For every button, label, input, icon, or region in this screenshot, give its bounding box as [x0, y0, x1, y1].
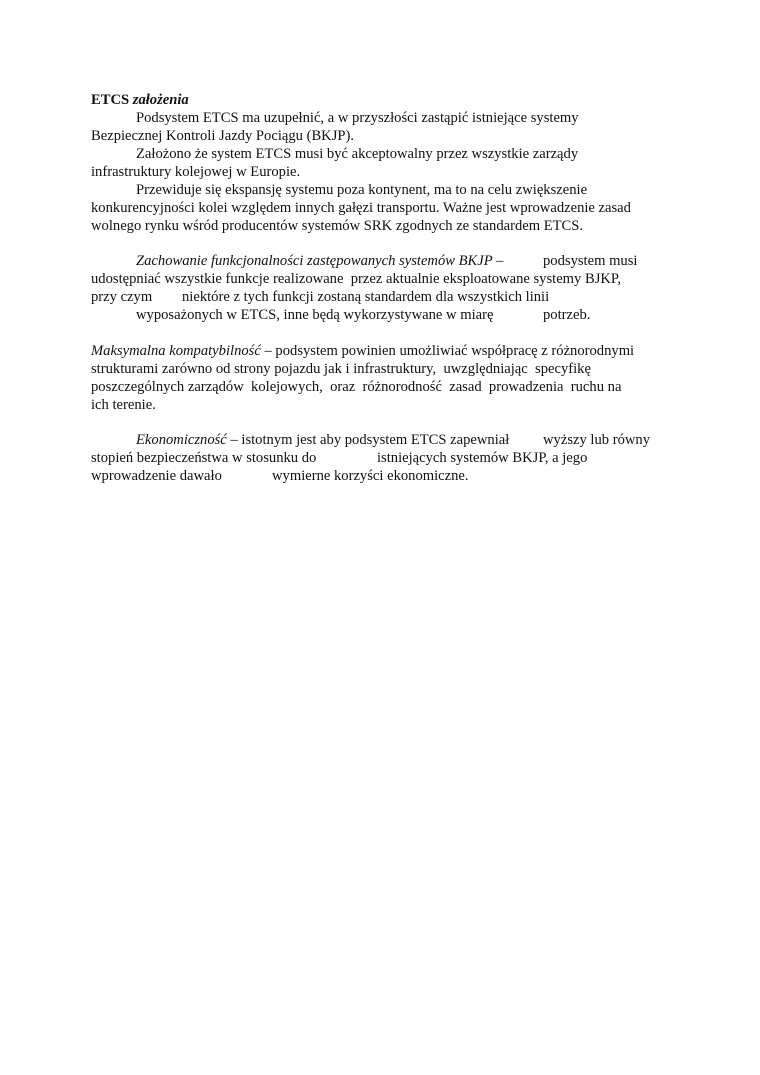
section1-line-3a: przy czym	[91, 289, 153, 305]
section1-line-4a: wyposażonych w ETCS, inne będą wykorzystywane w miarę	[136, 307, 494, 323]
document-heading	[91, 91, 189, 109]
section3-line-1-rest: – istotnym jest aby podsystem ETCS zapewniał	[226, 432, 510, 448]
section2-line-1-rest: – podsystem powinien umożliwiać współpracę z różnorodnymi	[260, 343, 635, 359]
section1-line-4b: potrzeb.	[543, 307, 591, 323]
section2-term: Maksymalna kompatybilność	[91, 343, 261, 359]
intro-line-1: Podsystem ETCS ma uzupełnić, a w przyszłości zastąpić istniejące systemy	[136, 110, 579, 126]
section1-line-3b: niektóre z tych funkcji zostaną standardem dla wszystkich linii	[182, 289, 550, 305]
intro-line-6: konkurencyjności kolei względem innych gałęzi transportu. Ważne jest wprowadzenie zasad	[91, 200, 631, 216]
section1-line-1-rest: podsystem musi	[543, 253, 638, 269]
intro-line-3: Założono że system ETCS musi być akceptowalny przez wszystkie zarządy	[136, 146, 579, 162]
heading-bold: ETCS	[91, 92, 133, 108]
section3-term: Ekonomiczność	[136, 432, 227, 448]
intro-line-5: Przewiduje się ekspansję systemu poza kontynent, ma to na celu zwiększenie	[136, 182, 588, 198]
section3-line-1	[136, 431, 509, 449]
section2-line-1	[91, 342, 634, 360]
heading-bold-italic: założenia	[132, 92, 189, 108]
section3-line-2b: istniejących systemów BKJP, a jego	[377, 450, 588, 466]
section2-line-3: poszczególnych zarządów kolejowych, oraz różnorodność zasad prowadzenia ruchu na	[91, 379, 622, 395]
section3-line-2a: stopień bezpieczeństwa w stosunku do	[91, 450, 317, 466]
intro-line-4: infrastruktury kolejowej w Europie.	[91, 164, 301, 180]
section3-line-3a: wprowadzenie dawało	[91, 468, 222, 484]
intro-line-2: Bezpiecznej Kontroli Jazdy Pociągu (BKJP).	[91, 128, 355, 144]
section3-line-1-end: wyższy lub równy	[543, 432, 651, 448]
section1-term: Zachowanie funkcjonalności zastępowanych systemów BKJP –	[136, 253, 504, 269]
section2-line-4: ich terenie.	[91, 397, 156, 413]
section1-line-1	[136, 252, 503, 270]
intro-line-7: wolnego rynku wśród producentów systemów SRK zgodnych ze standardem ETCS.	[91, 218, 584, 234]
section2-line-2: strukturami zarówno od strony pojazdu jak i infrastruktury, uwzględniając specyfikę	[91, 361, 591, 377]
section1-line-2: udostępniać wszystkie funkcje realizowane przez aktualnie eksploatowane systemy BJKP,	[91, 271, 622, 287]
section3-line-3b: wymierne korzyści ekonomiczne.	[272, 468, 469, 484]
